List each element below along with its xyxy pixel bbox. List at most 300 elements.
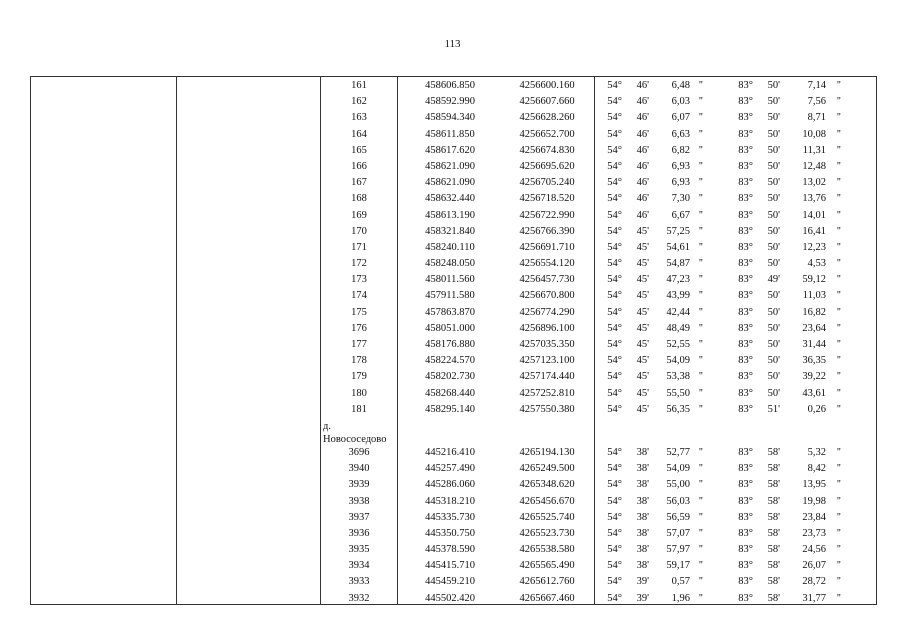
section-label-row [31, 418, 876, 445]
coord-x: 445318.210 [425, 495, 475, 507]
point-number: 3940 [348, 463, 370, 475]
point-number: 168 [351, 193, 367, 205]
lon-seconds: 5,32 [807, 446, 826, 458]
lon-degrees: 83° [738, 463, 753, 475]
coord-y: 4265249.500 [519, 463, 575, 475]
coord-x: 445459.210 [425, 576, 475, 588]
lat-seconds: 54,61 [666, 241, 690, 253]
coord-y: 4265525.740 [519, 511, 575, 523]
lat-seconds-mark: '' [699, 495, 703, 507]
lat-degrees: 54° [607, 258, 622, 270]
lat-degrees: 54° [607, 339, 622, 350]
lat-seconds-mark: '' [699, 322, 703, 334]
coord-x: 458613.190 [425, 209, 475, 221]
lon-minutes: 50' [767, 290, 780, 302]
lon-seconds-mark: '' [837, 479, 841, 491]
point-number: 3932 [348, 592, 370, 604]
coord-y: 4265565.490 [519, 560, 575, 572]
lon-degrees: 83° [738, 446, 753, 458]
lon-degrees: 83° [738, 128, 753, 140]
table-row [31, 159, 876, 175]
lat-degrees: 54° [607, 177, 622, 189]
lat-minutes: 45' [636, 339, 649, 350]
lon-degrees: 83° [738, 560, 753, 572]
coord-y: 4256670.800 [519, 290, 575, 302]
lon-degrees: 83° [738, 144, 753, 156]
point-number: 171 [351, 241, 367, 253]
lat-seconds-mark: '' [699, 225, 703, 237]
lon-degrees: 83° [738, 322, 753, 334]
lon-degrees: 83° [738, 576, 753, 588]
lat-degrees: 54° [607, 371, 622, 383]
lat-minutes: 45' [636, 290, 649, 302]
lat-degrees: 54° [607, 544, 622, 556]
lat-seconds-mark: '' [699, 371, 703, 383]
table-row [31, 321, 876, 337]
lon-degrees: 83° [738, 403, 753, 415]
coord-x: 445415.710 [425, 560, 475, 572]
lon-degrees: 83° [738, 511, 753, 523]
lat-minutes: 46' [636, 80, 649, 91]
coord-y: 4265523.730 [519, 527, 575, 539]
point-number: 166 [351, 160, 367, 172]
point-number: 172 [351, 258, 367, 270]
lon-degrees: 83° [738, 371, 753, 383]
table-row [31, 574, 876, 590]
coord-y: 4256674.830 [519, 144, 575, 156]
lon-degrees: 83° [738, 339, 753, 350]
table-row [31, 337, 876, 353]
lon-seconds-mark: '' [837, 403, 841, 415]
lat-seconds-mark: '' [699, 160, 703, 172]
table-row [31, 369, 876, 385]
lon-seconds: 0,26 [807, 403, 826, 415]
lon-minutes: 50' [767, 225, 780, 237]
lat-degrees: 54° [607, 463, 622, 475]
section-label: д. Новососедово [323, 420, 387, 445]
lat-degrees: 54° [607, 592, 622, 604]
table-row [31, 542, 876, 558]
lon-minutes: 58' [767, 592, 780, 604]
lon-minutes: 50' [767, 80, 780, 91]
lon-seconds-mark: '' [837, 144, 841, 156]
lat-degrees: 54° [607, 80, 622, 91]
table-row [31, 526, 876, 542]
lon-seconds-mark: '' [837, 96, 841, 108]
lat-minutes: 46' [636, 193, 649, 205]
point-number: 169 [351, 209, 367, 221]
lat-degrees: 54° [607, 112, 622, 124]
coord-y: 4256691.710 [519, 241, 575, 253]
table-row [31, 461, 876, 477]
lon-seconds: 11,03 [802, 290, 826, 302]
coord-x: 457863.870 [425, 306, 475, 318]
coord-x: 458594.340 [425, 112, 475, 124]
lat-seconds: 57,07 [666, 527, 690, 539]
lon-seconds-mark: '' [837, 274, 841, 286]
table-row [31, 256, 876, 272]
coord-y: 4256554.120 [519, 258, 575, 270]
coord-y: 4265538.580 [519, 544, 575, 556]
coord-x: 445335.730 [425, 511, 475, 523]
table-row [31, 224, 876, 240]
lat-seconds: 53,38 [666, 371, 690, 383]
lat-seconds: 56,35 [666, 403, 690, 415]
lat-seconds-mark: '' [699, 112, 703, 124]
lon-seconds-mark: '' [837, 371, 841, 383]
point-number: 177 [351, 339, 367, 350]
lon-seconds: 19,98 [802, 495, 826, 507]
lat-seconds: 1,96 [671, 592, 690, 604]
lon-minutes: 50' [767, 339, 780, 350]
lat-seconds: 7,30 [671, 193, 690, 205]
coord-y: 4256628.260 [519, 112, 575, 124]
lat-degrees: 54° [607, 290, 622, 302]
lon-seconds: 12,23 [802, 241, 826, 253]
lat-seconds: 6,07 [671, 112, 690, 124]
lat-minutes: 39' [636, 576, 649, 588]
lon-seconds-mark: '' [837, 511, 841, 523]
lat-minutes: 45' [636, 371, 649, 383]
lon-seconds-mark: '' [837, 241, 841, 253]
lon-seconds: 4,53 [807, 258, 826, 270]
lat-seconds: 42,44 [666, 306, 690, 318]
coord-x: 445216.410 [425, 446, 475, 458]
table-row [31, 386, 876, 402]
lon-seconds: 43,61 [802, 387, 826, 399]
lon-seconds: 7,14 [807, 80, 826, 91]
lon-seconds: 12,48 [802, 160, 826, 172]
lat-seconds: 43,99 [666, 290, 690, 302]
coord-x: 458611.850 [425, 128, 475, 140]
lon-seconds: 28,72 [802, 576, 826, 588]
coord-y: 4265612.760 [519, 576, 575, 588]
point-number: 179 [351, 371, 367, 383]
lat-seconds: 52,77 [666, 446, 690, 458]
lon-seconds-mark: '' [837, 560, 841, 572]
coord-x: 458321.840 [425, 225, 475, 237]
coord-y: 4256774.290 [519, 306, 575, 318]
lat-minutes: 46' [636, 160, 649, 172]
lon-degrees: 83° [738, 387, 753, 399]
lat-seconds-mark: '' [699, 209, 703, 221]
table-row [31, 510, 876, 526]
point-number: 163 [351, 112, 367, 124]
lat-degrees: 54° [607, 495, 622, 507]
lat-seconds-mark: '' [699, 560, 703, 572]
lon-degrees: 83° [738, 258, 753, 270]
lat-minutes: 38' [636, 544, 649, 556]
lon-seconds: 36,35 [802, 355, 826, 367]
lat-seconds-mark: '' [699, 80, 703, 91]
coord-x: 458202.730 [425, 371, 475, 383]
lon-degrees: 83° [738, 112, 753, 124]
lon-seconds-mark: '' [837, 177, 841, 189]
lon-seconds-mark: '' [837, 112, 841, 124]
lat-seconds: 57,25 [666, 225, 690, 237]
lat-seconds-mark: '' [699, 446, 703, 458]
lat-seconds: 54,87 [666, 258, 690, 270]
coord-x: 458268.440 [425, 387, 475, 399]
point-number: 3933 [348, 576, 370, 588]
lat-degrees: 54° [607, 160, 622, 172]
lon-minutes: 58' [767, 511, 780, 523]
point-number: 161 [351, 80, 367, 91]
lon-seconds-mark: '' [837, 576, 841, 588]
lat-seconds: 6,82 [671, 144, 690, 156]
lon-degrees: 83° [738, 495, 753, 507]
lon-degrees: 83° [738, 274, 753, 286]
table-row [31, 477, 876, 493]
lon-minutes: 58' [767, 527, 780, 539]
lon-seconds: 23,84 [802, 511, 826, 523]
lat-minutes: 46' [636, 177, 649, 189]
lon-seconds-mark: '' [837, 128, 841, 140]
lat-degrees: 54° [607, 403, 622, 415]
lat-seconds: 56,59 [666, 511, 690, 523]
lat-minutes: 38' [636, 511, 649, 523]
page-number: 113 [444, 38, 461, 50]
coord-y: 4256607.660 [519, 96, 575, 108]
lat-degrees: 54° [607, 527, 622, 539]
lat-minutes: 45' [636, 241, 649, 253]
lat-degrees: 54° [607, 144, 622, 156]
coord-x: 458621.090 [425, 177, 475, 189]
point-number: 165 [351, 144, 367, 156]
lon-seconds: 11,31 [802, 144, 826, 156]
point-number: 178 [351, 355, 367, 367]
lon-seconds-mark: '' [837, 527, 841, 539]
lon-seconds-mark: '' [837, 290, 841, 302]
lat-minutes: 45' [636, 403, 649, 415]
lat-seconds-mark: '' [699, 274, 703, 286]
lon-minutes: 50' [767, 371, 780, 383]
lat-degrees: 54° [607, 479, 622, 491]
table-row [31, 558, 876, 574]
coord-x: 458632.440 [425, 193, 475, 205]
coord-y: 4265194.130 [519, 446, 575, 458]
lat-seconds: 6,67 [671, 209, 690, 221]
table-body [31, 78, 876, 607]
table-row [31, 175, 876, 191]
lon-degrees: 83° [738, 479, 753, 491]
lat-seconds: 52,55 [666, 339, 690, 350]
table-row [31, 143, 876, 159]
lat-minutes: 38' [636, 479, 649, 491]
lon-seconds-mark: '' [837, 306, 841, 318]
lon-minutes: 58' [767, 560, 780, 572]
lat-seconds: 54,09 [666, 355, 690, 367]
lat-seconds-mark: '' [699, 177, 703, 189]
lat-seconds: 56,03 [666, 495, 690, 507]
point-number: 167 [351, 177, 367, 189]
lon-minutes: 50' [767, 177, 780, 189]
table-row [31, 110, 876, 126]
lon-seconds: 31,44 [802, 339, 826, 350]
lon-seconds: 8,42 [807, 463, 826, 475]
point-number: 3936 [348, 527, 370, 539]
coord-x: 445502.420 [425, 592, 475, 604]
coord-x: 458176.880 [425, 339, 475, 350]
coordinates-table [30, 76, 877, 605]
lon-seconds-mark: '' [837, 463, 841, 475]
lat-minutes: 46' [636, 144, 649, 156]
coord-y: 4256722.990 [519, 209, 575, 221]
lon-minutes: 50' [767, 306, 780, 318]
lat-seconds: 6,63 [671, 128, 690, 140]
lon-seconds-mark: '' [837, 80, 841, 91]
lat-seconds: 57,97 [666, 544, 690, 556]
table-row [31, 494, 876, 510]
table-row [31, 240, 876, 256]
lon-seconds: 13,02 [802, 177, 826, 189]
lon-minutes: 50' [767, 209, 780, 221]
coord-x: 458295.140 [425, 403, 475, 415]
coord-x: 458224.570 [425, 355, 475, 367]
table-row [31, 78, 876, 94]
lon-degrees: 83° [738, 241, 753, 253]
lat-seconds-mark: '' [699, 96, 703, 108]
table-row [31, 94, 876, 110]
coord-y: 4256718.520 [519, 193, 575, 205]
point-number: 170 [351, 225, 367, 237]
coord-x: 445257.490 [425, 463, 475, 475]
lon-degrees: 83° [738, 160, 753, 172]
lon-minutes: 50' [767, 96, 780, 108]
coord-y: 4265348.620 [519, 479, 575, 491]
lat-degrees: 54° [607, 387, 622, 399]
point-number: 175 [351, 306, 367, 318]
lat-seconds-mark: '' [699, 387, 703, 399]
coord-y: 4256695.620 [519, 160, 575, 172]
lat-minutes: 46' [636, 96, 649, 108]
table-row [31, 127, 876, 143]
coord-y: 4257252.810 [519, 387, 575, 399]
lon-seconds-mark: '' [837, 193, 841, 205]
lat-seconds-mark: '' [699, 463, 703, 475]
lon-seconds: 24,56 [802, 544, 826, 556]
lon-seconds-mark: '' [837, 225, 841, 237]
lat-seconds: 47,23 [666, 274, 690, 286]
coord-x: 457911.580 [425, 290, 475, 302]
lat-minutes: 38' [636, 527, 649, 539]
lat-degrees: 54° [607, 446, 622, 458]
lon-minutes: 58' [767, 463, 780, 475]
lon-minutes: 50' [767, 322, 780, 334]
lat-seconds-mark: '' [699, 511, 703, 523]
coord-x: 458248.050 [425, 258, 475, 270]
lon-minutes: 58' [767, 479, 780, 491]
coord-y: 4257035.350 [519, 339, 575, 350]
point-number: 3938 [348, 495, 370, 507]
lon-seconds-mark: '' [837, 387, 841, 399]
lat-minutes: 45' [636, 355, 649, 367]
lon-degrees: 83° [738, 527, 753, 539]
coord-y: 4256457.730 [519, 274, 575, 286]
lat-seconds-mark: '' [699, 403, 703, 415]
lat-seconds-mark: '' [699, 241, 703, 253]
lon-seconds: 59,12 [802, 274, 826, 286]
coord-x: 458617.620 [425, 144, 475, 156]
coord-x: 458240.110 [425, 241, 475, 253]
lat-seconds: 6,03 [671, 96, 690, 108]
lat-seconds: 6,93 [671, 160, 690, 172]
point-number: 3935 [348, 544, 370, 556]
lat-minutes: 45' [636, 322, 649, 334]
lat-seconds-mark: '' [699, 479, 703, 491]
lon-seconds-mark: '' [837, 446, 841, 458]
coord-x: 458592.990 [425, 96, 475, 108]
lat-seconds-mark: '' [699, 544, 703, 556]
coord-x: 445378.590 [425, 544, 475, 556]
lon-degrees: 83° [738, 80, 753, 91]
coord-y: 4265667.460 [519, 592, 575, 604]
point-number: 164 [351, 128, 367, 140]
lat-seconds-mark: '' [699, 355, 703, 367]
point-number: 3939 [348, 479, 370, 491]
lat-seconds-mark: '' [699, 290, 703, 302]
table-row [31, 208, 876, 224]
lat-minutes: 45' [636, 258, 649, 270]
lon-seconds-mark: '' [837, 339, 841, 350]
lon-seconds: 14,01 [802, 209, 826, 221]
lat-degrees: 54° [607, 128, 622, 140]
lon-seconds: 13,95 [802, 479, 826, 491]
lon-minutes: 51' [767, 403, 780, 415]
table-row [31, 445, 876, 461]
lon-minutes: 58' [767, 446, 780, 458]
lon-minutes: 58' [767, 544, 780, 556]
lat-seconds: 59,17 [666, 560, 690, 572]
coord-y: 4257174.440 [519, 371, 575, 383]
lon-seconds-mark: '' [837, 592, 841, 604]
lat-seconds-mark: '' [699, 144, 703, 156]
lon-degrees: 83° [738, 209, 753, 221]
lon-seconds: 31,77 [802, 592, 826, 604]
lat-seconds: 55,00 [666, 479, 690, 491]
lon-minutes: 50' [767, 128, 780, 140]
lon-seconds-mark: '' [837, 544, 841, 556]
lon-degrees: 83° [738, 592, 753, 604]
lon-seconds-mark: '' [837, 209, 841, 221]
coord-x: 458621.090 [425, 160, 475, 172]
lat-degrees: 54° [607, 576, 622, 588]
lon-minutes: 58' [767, 576, 780, 588]
lon-degrees: 83° [738, 544, 753, 556]
lon-minutes: 50' [767, 193, 780, 205]
table-row [31, 288, 876, 304]
lat-minutes: 38' [636, 495, 649, 507]
point-number: 173 [351, 274, 367, 286]
lon-minutes: 58' [767, 495, 780, 507]
coord-x: 458051.000 [425, 322, 475, 334]
lat-seconds-mark: '' [699, 128, 703, 140]
lat-degrees: 54° [607, 225, 622, 237]
lat-degrees: 54° [607, 274, 622, 286]
lat-seconds-mark: '' [699, 576, 703, 588]
lat-minutes: 46' [636, 128, 649, 140]
lon-seconds: 13,76 [802, 193, 826, 205]
lon-seconds-mark: '' [837, 355, 841, 367]
lon-minutes: 50' [767, 112, 780, 124]
lon-seconds: 8,71 [807, 112, 826, 124]
lat-minutes: 45' [636, 306, 649, 318]
lat-degrees: 54° [607, 322, 622, 334]
lat-seconds: 6,93 [671, 177, 690, 189]
point-number: 162 [351, 96, 367, 108]
lat-seconds-mark: '' [699, 527, 703, 539]
point-number: 181 [351, 403, 367, 415]
